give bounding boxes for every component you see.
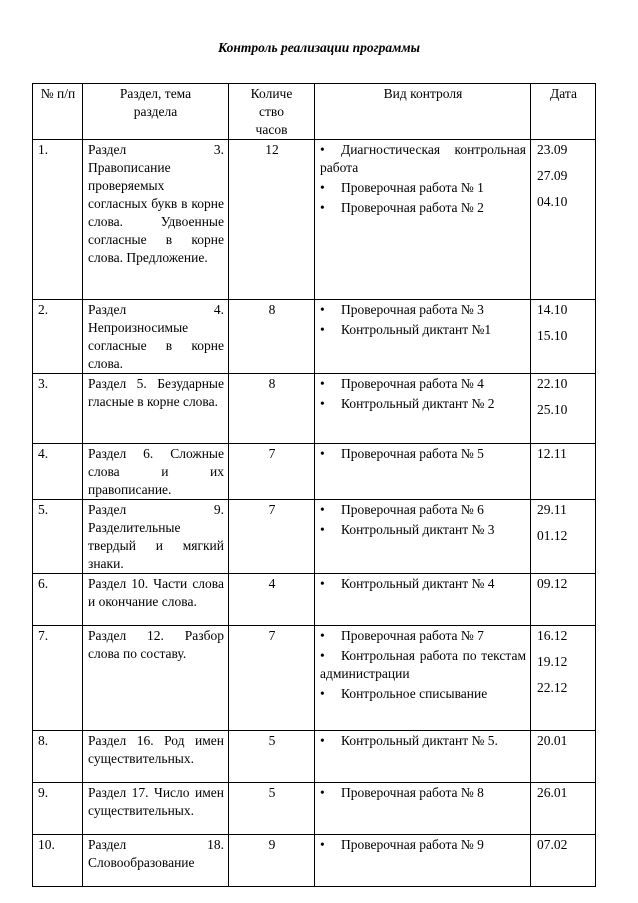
row-hours: 5 xyxy=(229,783,315,835)
control-item xyxy=(320,521,526,539)
date-value: 01.12 xyxy=(537,528,568,543)
row-section: Раздел 17. Число имен существительных. xyxy=(83,783,229,835)
row-number: 9. xyxy=(33,783,83,835)
table-row xyxy=(33,374,596,444)
date-value: 22.10 xyxy=(537,376,568,391)
table-row xyxy=(33,731,596,783)
date-value: 16.12 xyxy=(537,628,568,643)
control-item-text: Проверочная работа № 1 xyxy=(341,180,484,195)
bullet-icon: • xyxy=(320,446,325,461)
control-item-text: Контрольная работа по текстам администрации xyxy=(320,648,526,681)
table-row xyxy=(33,626,596,731)
control-item xyxy=(320,836,526,854)
control-item-text: Проверочная работа № 5 xyxy=(341,446,484,461)
table-row xyxy=(33,574,596,626)
row-dates xyxy=(531,140,596,300)
control-item-text: Проверочная работа № 3 xyxy=(341,302,484,317)
control-list xyxy=(320,445,526,463)
row-section: Раздел 16. Род имен существительных. xyxy=(83,731,229,783)
control-item xyxy=(320,395,526,413)
row-control-types xyxy=(315,300,531,374)
row-section: Раздел 9. Разделительные твердый и мягкий знаки. xyxy=(83,500,229,574)
control-item-text: Контрольное списывание xyxy=(341,686,488,701)
control-item xyxy=(320,501,526,519)
row-section: Раздел 18. Словообразование xyxy=(83,835,229,887)
bullet-icon: • xyxy=(320,322,325,337)
bullet-icon: • xyxy=(320,302,325,317)
control-item xyxy=(320,575,526,593)
control-list xyxy=(320,501,526,539)
row-section: Раздел 12. Разбор слова по составу. xyxy=(83,626,229,731)
control-item-text: Контрольный диктант № 3 xyxy=(341,522,495,537)
control-item xyxy=(320,375,526,393)
date-list xyxy=(537,836,591,854)
bullet-icon: • xyxy=(320,686,325,701)
control-item xyxy=(320,141,526,177)
control-item-text: Проверочная работа № 6 xyxy=(341,502,484,517)
date-list xyxy=(537,141,591,211)
row-control-types xyxy=(315,140,531,300)
date-value: 14.10 xyxy=(537,302,568,317)
date-value: 22.12 xyxy=(537,680,568,695)
date-value: 25.10 xyxy=(537,402,568,417)
header-section: Раздел, тема раздела xyxy=(83,84,229,140)
control-item xyxy=(320,445,526,463)
date-list xyxy=(537,501,591,545)
date-value: 12.11 xyxy=(537,446,567,461)
control-item-text: Проверочная работа № 2 xyxy=(341,200,484,215)
control-list xyxy=(320,732,526,750)
date-list xyxy=(537,784,591,802)
control-item-text: Контрольный диктант № 5. xyxy=(341,733,498,748)
control-item xyxy=(320,301,526,319)
header-hours: Количе ство часов xyxy=(229,84,315,140)
row-number: 4. xyxy=(33,444,83,500)
control-item xyxy=(320,199,526,217)
bullet-icon: • xyxy=(320,200,325,215)
row-section: Раздел 3. Правописание проверяемых согласных букв в корне слова. Удвоенные согласные в корне слова. Предложение. xyxy=(83,140,229,300)
control-item xyxy=(320,627,526,645)
control-list xyxy=(320,141,526,217)
control-list xyxy=(320,784,526,802)
row-hours: 8 xyxy=(229,374,315,444)
bullet-icon: • xyxy=(320,522,325,537)
row-hours: 12 xyxy=(229,140,315,300)
row-hours: 7 xyxy=(229,444,315,500)
header-control: Вид контроля xyxy=(315,84,531,140)
row-hours: 7 xyxy=(229,500,315,574)
row-section: Раздел 5. Безударные гласные в корне слова. xyxy=(83,374,229,444)
bullet-icon: • xyxy=(320,376,325,391)
row-control-types xyxy=(315,783,531,835)
control-item xyxy=(320,647,526,683)
bullet-icon: • xyxy=(320,502,325,517)
table-row xyxy=(33,140,596,300)
date-value: 27.09 xyxy=(537,168,568,183)
date-value: 04.10 xyxy=(537,194,568,209)
date-value: 29.11 xyxy=(537,502,567,517)
row-control-types xyxy=(315,574,531,626)
row-dates xyxy=(531,835,596,887)
row-section: Раздел 6. Сложные слова и их правописание. xyxy=(83,444,229,500)
bullet-icon: • xyxy=(320,576,325,591)
row-section: Раздел 10. Части слова и окончание слова. xyxy=(83,574,229,626)
control-list xyxy=(320,627,526,703)
control-item-text: Проверочная работа № 4 xyxy=(341,376,484,391)
row-hours: 8 xyxy=(229,300,315,374)
date-value: 19.12 xyxy=(537,654,568,669)
bullet-icon: • xyxy=(320,785,325,800)
control-table xyxy=(32,83,596,887)
date-value: 07.02 xyxy=(537,837,568,852)
row-number: 6. xyxy=(33,574,83,626)
row-control-types xyxy=(315,500,531,574)
table-row xyxy=(33,300,596,374)
table-row xyxy=(33,835,596,887)
table-body xyxy=(33,140,596,887)
date-value: 23.09 xyxy=(537,142,568,157)
table-row xyxy=(33,444,596,500)
control-item-text: Контрольный диктант №1 xyxy=(341,322,492,337)
date-value: 20.01 xyxy=(537,733,568,748)
date-list xyxy=(537,301,591,345)
control-item-text: Контрольный диктант № 4 xyxy=(341,576,495,591)
row-dates xyxy=(531,374,596,444)
date-list xyxy=(537,575,591,593)
control-item-text: Контрольный диктант № 2 xyxy=(341,396,495,411)
row-control-types xyxy=(315,626,531,731)
date-list xyxy=(537,445,591,463)
row-dates xyxy=(531,731,596,783)
row-section: Раздел 4. Непроизносимые согласные в корне слова. xyxy=(83,300,229,374)
row-hours: 9 xyxy=(229,835,315,887)
row-control-types xyxy=(315,731,531,783)
bullet-icon: • xyxy=(320,628,325,643)
page-title: Контроль реализации программы xyxy=(217,40,421,55)
control-list xyxy=(320,375,526,413)
row-hours: 5 xyxy=(229,731,315,783)
date-value: 26.01 xyxy=(537,785,568,800)
bullet-icon: • xyxy=(320,396,325,411)
row-number: 3. xyxy=(33,374,83,444)
control-item xyxy=(320,685,526,703)
bullet-icon: • xyxy=(320,733,325,748)
header-num: № п/п xyxy=(33,84,83,140)
row-dates xyxy=(531,300,596,374)
date-value: 15.10 xyxy=(537,328,568,343)
control-item xyxy=(320,321,526,339)
control-item xyxy=(320,179,526,197)
row-dates xyxy=(531,626,596,731)
bullet-icon: • xyxy=(320,837,325,852)
control-item-text: Проверочная работа № 7 xyxy=(341,628,484,643)
control-item xyxy=(320,732,526,750)
row-number: 2. xyxy=(33,300,83,374)
date-list xyxy=(537,375,591,419)
date-list xyxy=(537,627,591,697)
row-number: 5. xyxy=(33,500,83,574)
row-control-types xyxy=(315,835,531,887)
row-dates xyxy=(531,574,596,626)
row-number: 1. xyxy=(33,140,83,300)
control-list xyxy=(320,836,526,854)
bullet-icon: • xyxy=(320,648,325,663)
row-dates xyxy=(531,783,596,835)
row-number: 7. xyxy=(33,626,83,731)
control-item-text: Проверочная работа № 8 xyxy=(341,785,484,800)
table-header-row xyxy=(33,84,596,140)
row-dates xyxy=(531,500,596,574)
control-item-text: Проверочная работа № 9 xyxy=(341,837,484,852)
control-item-text: Диагностическая контрольная работа xyxy=(320,142,526,175)
table-row xyxy=(33,783,596,835)
row-number: 10. xyxy=(33,835,83,887)
row-dates xyxy=(531,444,596,500)
header-date: Дата xyxy=(531,84,596,140)
row-control-types xyxy=(315,444,531,500)
row-hours: 7 xyxy=(229,626,315,731)
row-number: 8. xyxy=(33,731,83,783)
row-control-types xyxy=(315,374,531,444)
table-row xyxy=(33,500,596,574)
bullet-icon: • xyxy=(320,180,325,195)
date-list xyxy=(537,732,591,750)
control-list xyxy=(320,575,526,593)
date-value: 09.12 xyxy=(537,576,568,591)
row-hours: 4 xyxy=(229,574,315,626)
control-list xyxy=(320,301,526,339)
bullet-icon: • xyxy=(320,142,325,157)
control-item xyxy=(320,784,526,802)
